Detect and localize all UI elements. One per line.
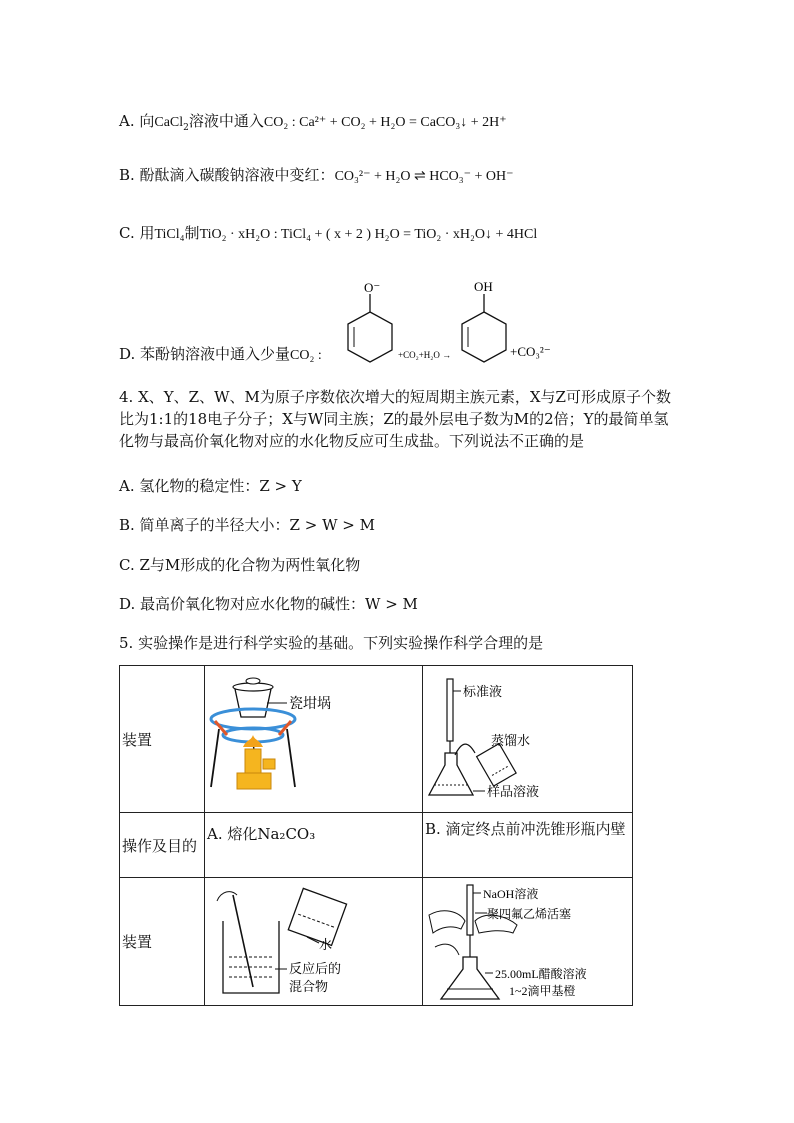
phenoxide-ring: [348, 312, 392, 362]
option-b-text-cell: B. 滴定终点前冲洗锥形瓶内壁: [423, 813, 633, 878]
option-a: [119, 110, 507, 133]
mixture-label-2: 混合物: [289, 979, 329, 995]
question-5-stem: 5. 实验操作是进行科学实验的基础。下列实验操作科学合理的是: [119, 634, 544, 652]
crucible-label: 瓷坩埚: [289, 696, 331, 712]
row1-label: 装置: [120, 666, 205, 813]
option-c-prefix: C. 用: [119, 224, 155, 242]
option-a-prefix: A. 向: [119, 112, 155, 130]
option-b-equation: CO₃²⁻ + H₂O ⇌ HCO₃⁻ + OH⁻: [334, 169, 514, 184]
option-a-text: A. 熔化Na₂CO₃: [205, 813, 423, 878]
distilled-water-label: 蒸馏水: [491, 734, 531, 749]
pour-water-figure: [207, 881, 417, 1003]
question-4-stem: 4. X、Y、Z、W、M为原子序数依次增大的短周期主族元素，X与Z可形成原子个数比为1:1的18电子分子；X与W同主族；Z的最外层电子数为M的2倍；Y的最简单氢化物与最高价氧化物对应的水化物反应可生成盐。下列说法不正确的是: [119, 388, 671, 450]
reagents-label: +CO₂+H₂O →: [398, 350, 452, 360]
naoh-titration-figure: [425, 881, 630, 1003]
mixture-label-1: 反应后的: [289, 961, 342, 977]
option-c-equation: TiO₂ · xH₂O : TiCl₄ + ( x + 2 ) H₂O = TiO₂ · xH₂O↓ + 4HCl: [199, 227, 538, 242]
option-a-equation: CO₂ : Ca²⁺ + CO₂ + H₂O = CaCO₃↓ + 2H⁺: [263, 115, 507, 130]
titration-rinse-figure-cell: [423, 666, 633, 813]
phenol-ring: [462, 312, 506, 362]
water-label: 水: [319, 937, 333, 953]
option-a-reagent-sub: 2: [183, 123, 189, 133]
row3-label: 装置: [120, 878, 205, 1006]
q4-option-b: B. 简单离子的半径大小：Z > W > M: [119, 516, 375, 534]
phenoxide-label: O⁻: [364, 280, 381, 295]
product-label: +CO₃²⁻: [510, 344, 551, 359]
q4-option-c: C. Z与M形成的化合物为两性氧化物: [119, 556, 361, 574]
phenol-reaction-figure: [340, 276, 560, 366]
option-b: [119, 164, 514, 185]
naoh-label: NaOH溶液: [483, 886, 539, 901]
q4-option-a: A. 氢化物的稳定性：Z > Y: [119, 477, 302, 495]
option-c: [119, 222, 537, 243]
standard-solution-label: 标准液: [463, 685, 503, 700]
crucible-figure-cell: [205, 666, 423, 813]
option-c-mid: 制: [184, 224, 200, 242]
sample-solution-label: 样品溶液: [487, 785, 540, 800]
methyl-orange-label: 1~2滴甲基橙: [509, 983, 576, 998]
option-b-text: B. 酚酞滴入碳酸钠溶液中变红：: [119, 166, 335, 184]
naoh-titration-figure-cell: [423, 878, 633, 1006]
option-c-reagent: TiCl₄: [154, 227, 185, 242]
row2-label: 操作及目的: [120, 813, 205, 878]
option-d-gas: CO₂ :: [290, 348, 322, 363]
phenol-label: OH: [474, 279, 493, 294]
option-d: [119, 343, 322, 364]
experiment-table: [119, 665, 633, 1006]
acetic-acid-label: 25.00mL醋酸溶液: [495, 966, 587, 981]
dilution-figure-cell: [205, 878, 423, 1006]
crucible-heating-figure: [207, 669, 417, 809]
option-a-mid: 溶液中通入: [188, 112, 264, 130]
titration-rinse-figure: [425, 669, 630, 809]
q4-option-d: D. 最高价氧化物对应水化物的碱性：W > M: [119, 595, 418, 613]
ptfe-stopcock-label: 聚四氟乙烯活塞: [487, 906, 572, 921]
option-a-reagent: CaCl: [154, 115, 184, 130]
option-d-text: D. 苯酚钠溶液中通入少量: [119, 345, 291, 363]
